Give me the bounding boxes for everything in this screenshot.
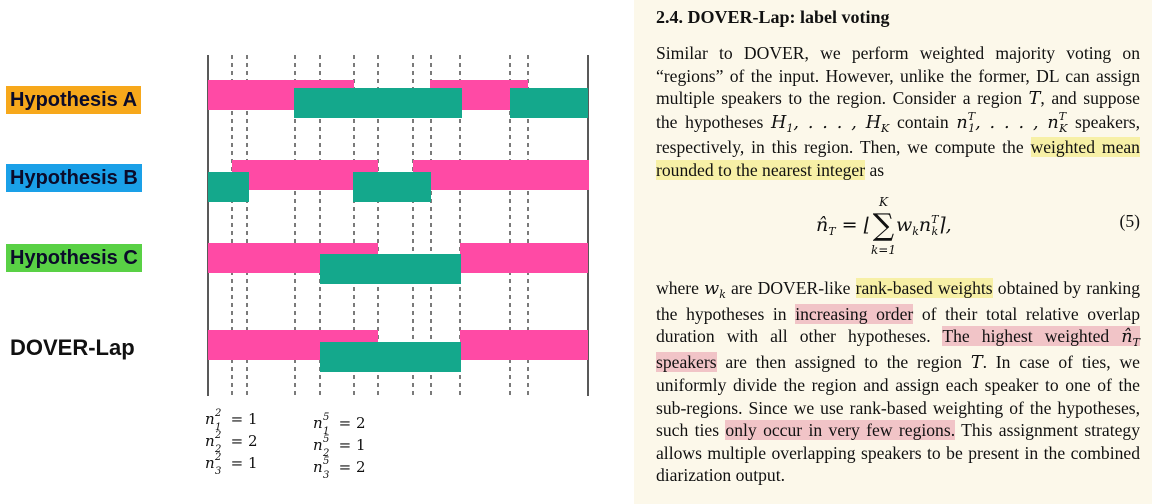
segment-dl-teal-1 xyxy=(320,342,461,372)
count-region2-3: n 2 3 = 1 xyxy=(205,452,258,477)
hypothesis-a-label: Hypothesis A xyxy=(6,86,141,114)
count-region5-3: n 5 3 = 2 xyxy=(313,456,366,481)
dover-lap-label: DOVER-Lap xyxy=(10,335,135,360)
speaker-counts-region-2 xyxy=(205,408,258,477)
highlight-highest-weighted: The highest weighted $n̂_T$ speakers xyxy=(656,326,1140,372)
segment-a-teal-2 xyxy=(510,88,588,118)
equation-5: $n̂_T$ = ⌊ K ∑ k=1 $w_kn^T_k⌉$, (5) xyxy=(816,195,1140,257)
segment-b-teal-2 xyxy=(353,172,431,202)
highlight-weighted-mean: weighted mean rounded to the nearest integer xyxy=(656,137,1140,180)
count-region2-2: n 2 2 = 2 xyxy=(205,430,258,455)
equation-number: (5) xyxy=(1119,211,1140,231)
hypothesis-c-label: Hypothesis C xyxy=(6,244,142,272)
highlight-few-regions: only occur in very few regions. xyxy=(725,420,956,440)
paper-excerpt xyxy=(634,0,1152,504)
segment-c-pink-2 xyxy=(460,243,588,273)
segment-a-teal-1 xyxy=(294,88,462,118)
paragraph-voting: where $w_k$ are DOVER-like rank-based weights obtained by ranking the hypotheses in increasing order of their total relative overlap duration with all other hypotheses. The highest weighted $n̂_T$ speakers are then assigned to the region T. In case of ties, we uniformly divide the region and assign each speaker to one of the sub-regions. Since we use rank-based weighting of the hypotheses, such ties only occur in very few regions. This assignment strategy allows multiple overlapping speakers to be present in the combined diarization output. xyxy=(656,278,1141,485)
speaker-segments xyxy=(208,80,589,372)
segment-b-pink-2 xyxy=(413,160,589,190)
segment-dl-pink-2 xyxy=(460,330,588,360)
count-region5-1: n 5 1 = 2 xyxy=(313,412,366,437)
segment-b-teal-1 xyxy=(208,172,249,202)
count-region5-2: n 5 2 = 1 xyxy=(313,434,366,459)
highlight-increasing-order: increasing order xyxy=(795,303,914,324)
speaker-counts-region-5 xyxy=(313,412,366,481)
section-title: 2.4. DOVER-Lap: label voting xyxy=(656,7,890,27)
hypothesis-b-label: Hypothesis B xyxy=(6,164,142,192)
segment-c-teal-1 xyxy=(320,254,461,284)
highlight-rank-based-weights: rank-based weights xyxy=(855,278,993,298)
paragraph-intro: Similar to DOVER, we perform weighted majority voting on “regions” of the input. However, unlike the former, DL can assign multiple speakers to the region. Consider a region T, and suppose the hypotheses $H_1$, . . . , $H_K$ contain $n^T_1$, . . . , $n^T_K$ speakers, respectively, in this region. Then, we compute the weighted mean rounded to the nearest integer as xyxy=(656,43,1140,180)
count-region2-1: n 2 1 = 1 xyxy=(205,408,258,433)
